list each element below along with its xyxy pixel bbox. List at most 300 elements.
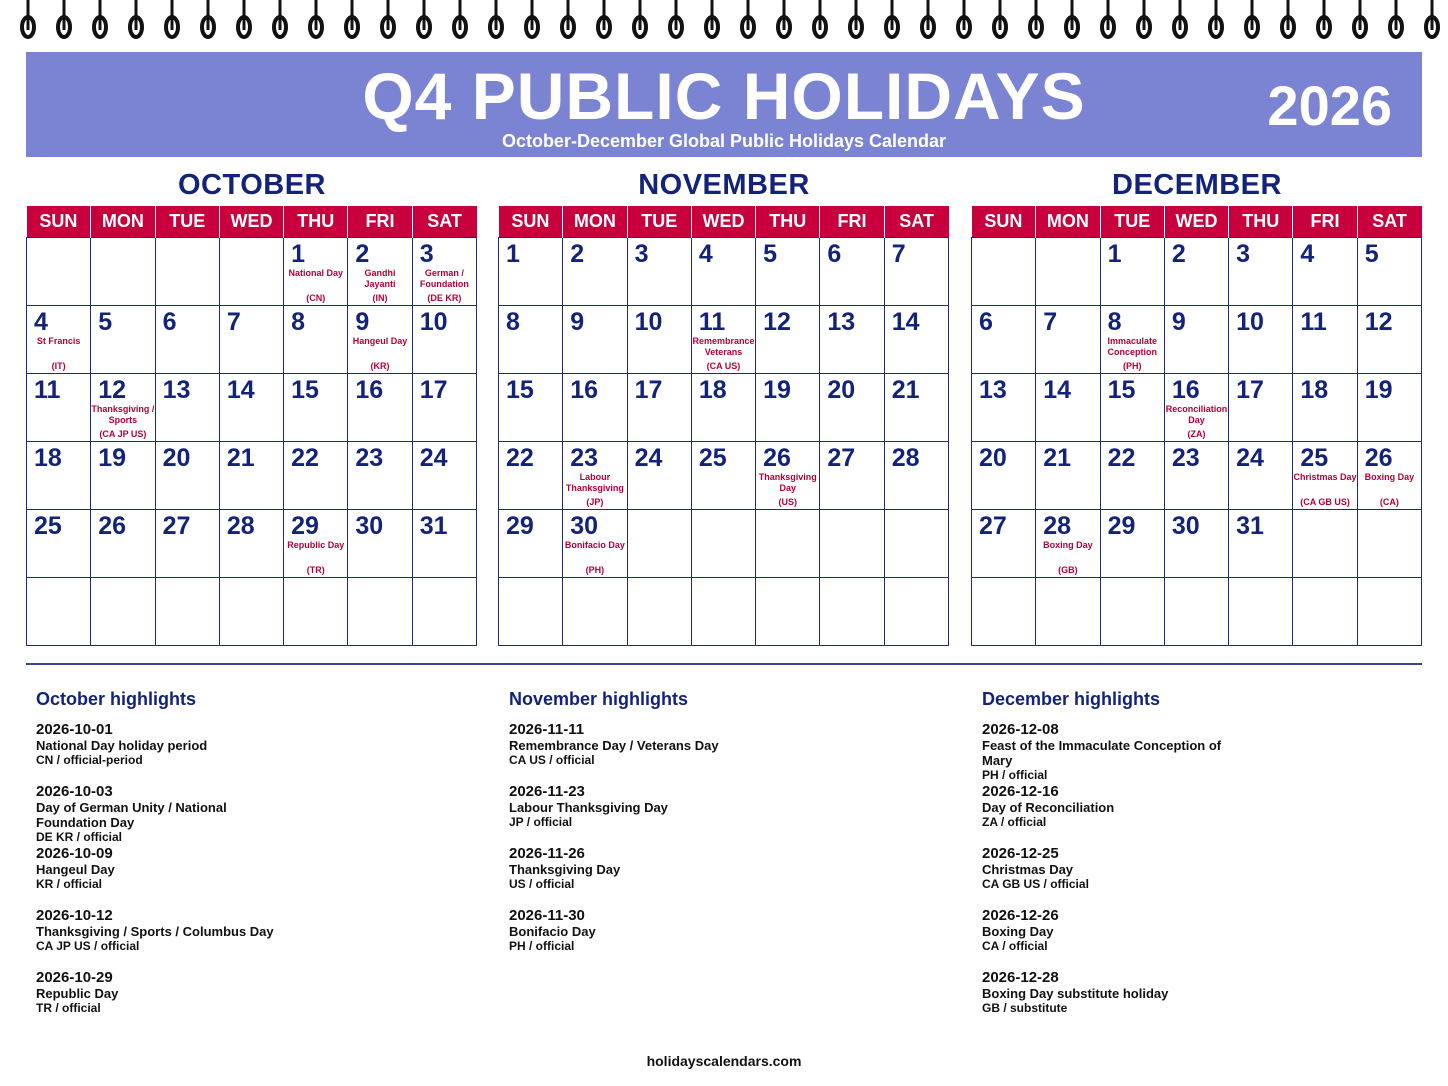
empty-cell bbox=[972, 578, 1036, 646]
day-cell bbox=[1229, 238, 1293, 306]
binding-ring bbox=[706, 0, 718, 37]
day-cell bbox=[972, 510, 1036, 578]
week-row bbox=[499, 238, 949, 306]
weekday-header: THU bbox=[756, 206, 820, 238]
day-number: 10 bbox=[1236, 308, 1264, 336]
day-number: 11 bbox=[698, 308, 726, 336]
week-row bbox=[972, 510, 1422, 578]
day-number: 17 bbox=[419, 376, 448, 404]
highlight-meta: CN / official-period bbox=[36, 753, 143, 767]
day-cell bbox=[1100, 374, 1164, 442]
week-row bbox=[27, 442, 477, 510]
binding-ring bbox=[22, 0, 34, 37]
day-number: 4 bbox=[698, 240, 713, 268]
binding-ring bbox=[1066, 0, 1078, 37]
highlight-date: 2026-12-16 bbox=[982, 783, 1059, 800]
highlight-date: 2026-10-29 bbox=[36, 969, 113, 986]
empty-cell bbox=[1100, 578, 1164, 646]
day-cell bbox=[155, 306, 219, 374]
day-cell bbox=[91, 442, 155, 510]
day-cell bbox=[1293, 306, 1357, 374]
highlight-name: Thanksgiving / Sports / Columbus Day bbox=[36, 924, 274, 939]
weekday-header: WED bbox=[691, 206, 755, 238]
page-title: Q4 PUBLIC HOLIDAYS bbox=[362, 59, 1086, 133]
day-number: 25 bbox=[698, 444, 727, 472]
binding-ring bbox=[814, 0, 826, 37]
day-number: 22 bbox=[291, 444, 319, 472]
day-cell bbox=[1036, 306, 1100, 374]
highlight-meta: CA GB US / official bbox=[982, 877, 1089, 891]
highlight-meta: US / official bbox=[509, 877, 575, 891]
day-number: 17 bbox=[634, 376, 663, 404]
day-cell bbox=[1100, 510, 1164, 578]
holiday-country-codes: (IT) bbox=[51, 361, 66, 371]
empty-cell bbox=[563, 578, 627, 646]
day-cell bbox=[1357, 442, 1421, 510]
day-cell bbox=[1164, 238, 1228, 306]
binding-ring bbox=[490, 0, 502, 37]
day-cell bbox=[412, 442, 476, 510]
highlight-item bbox=[509, 783, 949, 845]
day-number: 20 bbox=[827, 376, 856, 404]
highlight-item bbox=[509, 721, 949, 783]
day-cell bbox=[1229, 510, 1293, 578]
week-row bbox=[499, 578, 949, 646]
highlight-date: 2026-10-03 bbox=[36, 783, 113, 800]
day-cell bbox=[27, 510, 91, 578]
day-number: 18 bbox=[34, 444, 62, 472]
day-cell bbox=[820, 238, 884, 306]
holiday-name: Remembrance Veterans bbox=[692, 336, 755, 357]
empty-cell bbox=[499, 578, 563, 646]
day-number: 31 bbox=[1236, 512, 1264, 540]
empty-cell bbox=[691, 510, 755, 578]
holiday-country-codes: (DE KR) bbox=[427, 293, 462, 303]
day-number: 21 bbox=[1043, 444, 1072, 472]
day-cell bbox=[1293, 442, 1357, 510]
day-cell bbox=[1164, 442, 1228, 510]
highlight-name: Day of Reconciliation bbox=[982, 800, 1115, 815]
day-cell bbox=[691, 442, 755, 510]
binding-ring bbox=[1318, 0, 1330, 37]
empty-cell bbox=[756, 510, 820, 578]
day-cell bbox=[219, 510, 283, 578]
day-cell bbox=[884, 238, 948, 306]
highlight-date: 2026-11-30 bbox=[509, 907, 585, 924]
day-cell bbox=[972, 306, 1036, 374]
day-cell bbox=[284, 442, 348, 510]
day-cell bbox=[1100, 238, 1164, 306]
day-cell bbox=[1229, 374, 1293, 442]
weekday-header: MON bbox=[91, 206, 155, 238]
day-cell bbox=[499, 510, 563, 578]
highlight-name: Boxing Day substitute holiday bbox=[982, 986, 1169, 1001]
day-cell bbox=[91, 510, 155, 578]
highlight-item bbox=[36, 907, 476, 969]
day-number: 30 bbox=[570, 512, 599, 540]
binding-ring bbox=[274, 0, 286, 37]
day-cell bbox=[884, 442, 948, 510]
day-number: 7 bbox=[1043, 308, 1058, 336]
weekday-header: WED bbox=[219, 206, 283, 238]
day-number: 29 bbox=[1107, 512, 1136, 540]
day-cell bbox=[1229, 306, 1293, 374]
highlight-item bbox=[982, 721, 1422, 783]
day-number: 3 bbox=[634, 240, 649, 268]
binding-ring bbox=[670, 0, 682, 37]
binding-ring bbox=[166, 0, 178, 37]
weekday-header: SUN bbox=[27, 206, 91, 238]
empty-cell bbox=[627, 578, 691, 646]
empty-cell bbox=[1164, 578, 1228, 646]
day-number: 9 bbox=[355, 308, 370, 336]
empty-cell bbox=[627, 510, 691, 578]
day-cell bbox=[972, 442, 1036, 510]
day-cell bbox=[1036, 374, 1100, 442]
day-number: 12 bbox=[763, 308, 791, 336]
week-row bbox=[499, 510, 949, 578]
binding-ring bbox=[382, 0, 394, 37]
empty-cell bbox=[1229, 578, 1293, 646]
binding-ring bbox=[58, 0, 70, 37]
binding-ring bbox=[418, 0, 430, 37]
holiday-name: Christmas Day bbox=[1293, 472, 1357, 482]
day-cell bbox=[499, 374, 563, 442]
highlight-meta: GB / substitute bbox=[982, 1001, 1068, 1015]
day-cell bbox=[1164, 306, 1228, 374]
day-cell bbox=[348, 510, 412, 578]
day-number: 28 bbox=[891, 444, 920, 472]
empty-cell bbox=[27, 238, 91, 306]
weekday-header: MON bbox=[1036, 206, 1100, 238]
highlight-date: 2026-12-08 bbox=[982, 721, 1059, 738]
day-number: 14 bbox=[1043, 376, 1072, 404]
weekday-header: SUN bbox=[499, 206, 563, 238]
empty-cell bbox=[155, 238, 219, 306]
highlights-november bbox=[509, 688, 949, 969]
binding-ring bbox=[202, 0, 214, 37]
binding-ring bbox=[1390, 0, 1402, 37]
day-number: 19 bbox=[98, 444, 127, 472]
title-banner bbox=[26, 52, 1422, 157]
holiday-country-codes: (PH) bbox=[1122, 361, 1142, 371]
day-cell bbox=[284, 510, 348, 578]
highlight-name: Hangeul Day bbox=[36, 862, 115, 877]
empty-cell bbox=[1357, 578, 1421, 646]
day-number: 26 bbox=[763, 444, 791, 472]
month-calendar-december bbox=[971, 168, 1423, 646]
empty-cell bbox=[820, 578, 884, 646]
day-cell bbox=[820, 306, 884, 374]
highlight-item bbox=[509, 907, 949, 969]
week-row bbox=[972, 238, 1422, 306]
week-row bbox=[972, 442, 1422, 510]
empty-cell bbox=[820, 510, 884, 578]
day-cell bbox=[563, 238, 627, 306]
day-number: 13 bbox=[979, 376, 1007, 404]
empty-cell bbox=[972, 238, 1036, 306]
day-cell bbox=[155, 510, 219, 578]
binding-ring bbox=[922, 0, 934, 37]
day-number: 6 bbox=[827, 240, 842, 268]
year-label: 2026 bbox=[1267, 74, 1392, 137]
holiday-country-codes: (PH) bbox=[585, 565, 605, 575]
binding-ring bbox=[1210, 0, 1222, 37]
day-cell bbox=[820, 374, 884, 442]
day-number: 6 bbox=[979, 308, 993, 336]
day-cell bbox=[91, 306, 155, 374]
binding-ring bbox=[562, 0, 574, 37]
day-cell bbox=[1100, 442, 1164, 510]
binding-ring bbox=[1030, 0, 1042, 37]
day-number: 18 bbox=[1300, 376, 1329, 404]
week-row bbox=[27, 306, 477, 374]
day-number: 13 bbox=[162, 376, 191, 404]
weekday-header: TUE bbox=[155, 206, 219, 238]
day-number: 16 bbox=[1171, 376, 1200, 404]
holiday-country-codes: (GB) bbox=[1058, 565, 1078, 575]
day-number: 29 bbox=[506, 512, 534, 540]
day-cell bbox=[348, 238, 412, 306]
weekday-header: SAT bbox=[884, 206, 948, 238]
day-number: 26 bbox=[1364, 444, 1393, 472]
day-number: 3 bbox=[1236, 240, 1251, 268]
month-title: NOVEMBER bbox=[638, 169, 810, 201]
weekday-header: THU bbox=[1229, 206, 1293, 238]
empty-cell bbox=[348, 578, 412, 646]
day-number: 15 bbox=[506, 376, 534, 404]
day-cell bbox=[691, 238, 755, 306]
holiday-country-codes: (KR) bbox=[370, 361, 390, 371]
holiday-name: Republic Day bbox=[287, 540, 345, 550]
weekday-header: THU bbox=[284, 206, 348, 238]
day-number: 16 bbox=[355, 376, 384, 404]
highlight-meta: CA / official bbox=[982, 939, 1048, 953]
empty-cell bbox=[691, 578, 755, 646]
highlight-item bbox=[36, 845, 476, 907]
day-cell bbox=[691, 306, 755, 374]
binding-ring bbox=[1354, 0, 1366, 37]
binding-ring bbox=[238, 0, 250, 37]
day-number: 28 bbox=[1043, 512, 1072, 540]
holiday-country-codes: (US) bbox=[778, 497, 798, 507]
highlight-item bbox=[509, 845, 949, 907]
day-cell bbox=[155, 374, 219, 442]
highlight-item bbox=[36, 783, 476, 845]
day-cell bbox=[284, 374, 348, 442]
binding-ring bbox=[1138, 0, 1150, 37]
highlight-date: 2026-10-12 bbox=[36, 907, 113, 924]
day-cell bbox=[884, 306, 948, 374]
day-cell bbox=[1164, 510, 1228, 578]
highlight-date: 2026-11-23 bbox=[509, 783, 585, 800]
highlight-meta: PH / official bbox=[982, 768, 1048, 782]
month-title: DECEMBER bbox=[1112, 169, 1282, 201]
day-cell bbox=[412, 510, 476, 578]
day-cell bbox=[412, 374, 476, 442]
weekday-header: SUN bbox=[972, 206, 1036, 238]
day-cell bbox=[627, 238, 691, 306]
holiday-name: Immaculate Conception bbox=[1107, 336, 1157, 357]
highlight-date: 2026-12-26 bbox=[982, 907, 1059, 924]
day-cell bbox=[972, 374, 1036, 442]
highlight-name: Christmas Day bbox=[982, 862, 1074, 877]
binding-ring bbox=[778, 0, 790, 37]
day-cell bbox=[1036, 510, 1100, 578]
binding-ring bbox=[1246, 0, 1258, 37]
day-number: 24 bbox=[1236, 444, 1264, 472]
highlight-item bbox=[982, 845, 1422, 907]
empty-cell bbox=[1036, 238, 1100, 306]
day-number: 19 bbox=[763, 376, 791, 404]
day-cell bbox=[27, 442, 91, 510]
highlight-name: Thanksgiving Day bbox=[509, 862, 621, 877]
holiday-name: Thanksgiving / Sports bbox=[91, 404, 155, 425]
day-cell bbox=[219, 306, 283, 374]
highlight-date: 2026-10-09 bbox=[36, 845, 113, 862]
weekday-header: MON bbox=[563, 206, 627, 238]
binding-ring bbox=[454, 0, 466, 37]
day-number: 9 bbox=[570, 308, 585, 336]
weekday-header: FRI bbox=[348, 206, 412, 238]
day-number: 27 bbox=[162, 512, 191, 540]
binding-ring bbox=[742, 0, 754, 37]
day-number: 15 bbox=[1107, 376, 1136, 404]
empty-cell bbox=[884, 578, 948, 646]
week-row bbox=[27, 238, 477, 306]
holiday-country-codes: (TR) bbox=[306, 565, 325, 575]
day-number: 4 bbox=[1300, 240, 1315, 268]
day-number: 28 bbox=[226, 512, 255, 540]
week-row bbox=[27, 510, 477, 578]
highlight-name: Day of German Unity / National Foundation Day bbox=[36, 800, 227, 830]
spiral-binding bbox=[0, 0, 1448, 42]
month-title: OCTOBER bbox=[178, 169, 326, 201]
binding-ring bbox=[1282, 0, 1294, 37]
day-number: 25 bbox=[34, 512, 62, 540]
empty-cell bbox=[91, 238, 155, 306]
binding-ring bbox=[94, 0, 106, 37]
empty-cell bbox=[155, 578, 219, 646]
day-number: 12 bbox=[98, 376, 127, 404]
day-cell bbox=[627, 306, 691, 374]
day-cell bbox=[155, 442, 219, 510]
day-number: 19 bbox=[1364, 376, 1393, 404]
highlight-item bbox=[36, 969, 476, 1031]
day-number: 8 bbox=[1107, 308, 1122, 336]
highlight-name: Republic Day bbox=[36, 986, 119, 1001]
day-number: 23 bbox=[355, 444, 384, 472]
day-cell bbox=[499, 442, 563, 510]
month-calendar-november bbox=[498, 168, 950, 646]
day-number: 2 bbox=[355, 240, 370, 268]
highlight-meta: CA US / official bbox=[509, 753, 595, 767]
highlight-meta: TR / official bbox=[36, 1001, 101, 1015]
day-number: 24 bbox=[419, 444, 448, 472]
highlight-meta: DE KR / official bbox=[36, 830, 123, 844]
day-number: 20 bbox=[162, 444, 191, 472]
highlight-meta: ZA / official bbox=[982, 815, 1047, 829]
highlights-december bbox=[982, 688, 1422, 1031]
day-cell bbox=[27, 374, 91, 442]
week-row bbox=[972, 306, 1422, 374]
holiday-country-codes: (CN) bbox=[306, 293, 326, 303]
highlight-meta: PH / official bbox=[509, 939, 575, 953]
day-number: 22 bbox=[1107, 444, 1136, 472]
day-cell bbox=[284, 238, 348, 306]
day-cell bbox=[1293, 238, 1357, 306]
highlight-date: 2026-10-01 bbox=[36, 721, 113, 738]
day-cell bbox=[91, 374, 155, 442]
empty-cell bbox=[756, 578, 820, 646]
section-divider bbox=[26, 663, 1422, 665]
day-number: 3 bbox=[419, 240, 434, 268]
day-cell bbox=[691, 374, 755, 442]
weekday-header: SAT bbox=[1357, 206, 1421, 238]
day-number: 21 bbox=[226, 444, 255, 472]
holiday-name: Gandhi Jayanti bbox=[364, 268, 396, 289]
day-number: 4 bbox=[34, 308, 48, 336]
day-number: 23 bbox=[1171, 444, 1200, 472]
day-cell bbox=[499, 238, 563, 306]
highlight-name: National Day holiday period bbox=[36, 738, 208, 753]
highlight-meta: CA JP US / official bbox=[36, 939, 140, 953]
binding-ring bbox=[346, 0, 358, 37]
month-calendar-october bbox=[26, 168, 478, 646]
day-number: 27 bbox=[979, 512, 1007, 540]
day-number: 9 bbox=[1171, 308, 1186, 336]
week-row bbox=[972, 374, 1422, 442]
day-number: 10 bbox=[419, 308, 448, 336]
holiday-name: Hangeul Day bbox=[352, 336, 408, 346]
week-row bbox=[972, 578, 1422, 646]
day-number: 29 bbox=[291, 512, 319, 540]
day-number: 14 bbox=[226, 376, 255, 404]
binding-ring bbox=[130, 0, 142, 37]
binding-ring bbox=[310, 0, 322, 37]
highlight-name: Labour Thanksgiving Day bbox=[509, 800, 668, 815]
day-cell bbox=[563, 510, 627, 578]
holiday-name: St Francis bbox=[36, 336, 81, 346]
highlight-item bbox=[982, 969, 1422, 1031]
empty-cell bbox=[27, 578, 91, 646]
day-number: 1 bbox=[1107, 240, 1122, 268]
day-number: 7 bbox=[891, 240, 906, 268]
weekday-header: SAT bbox=[412, 206, 476, 238]
holiday-name: Reconciliation Day bbox=[1165, 404, 1228, 425]
week-row bbox=[499, 306, 949, 374]
day-number: 24 bbox=[634, 444, 663, 472]
weekday-header: FRI bbox=[1293, 206, 1357, 238]
day-number: 11 bbox=[34, 376, 61, 404]
day-number: 20 bbox=[979, 444, 1007, 472]
week-row bbox=[499, 374, 949, 442]
footer-site: holidayscalendars.com bbox=[646, 1053, 802, 1069]
day-number: 22 bbox=[506, 444, 534, 472]
day-number: 25 bbox=[1300, 444, 1329, 472]
holiday-name: German / Foundation bbox=[419, 268, 469, 289]
highlight-name: Remembrance Day / Veterans Day bbox=[509, 738, 719, 753]
day-cell bbox=[412, 238, 476, 306]
day-cell bbox=[1357, 306, 1421, 374]
weekday-header: TUE bbox=[1100, 206, 1164, 238]
day-cell bbox=[1229, 442, 1293, 510]
highlight-item bbox=[36, 721, 476, 783]
binding-ring bbox=[1174, 0, 1186, 37]
highlight-meta: KR / official bbox=[36, 877, 103, 891]
day-cell bbox=[499, 306, 563, 374]
day-number: 1 bbox=[291, 240, 306, 268]
